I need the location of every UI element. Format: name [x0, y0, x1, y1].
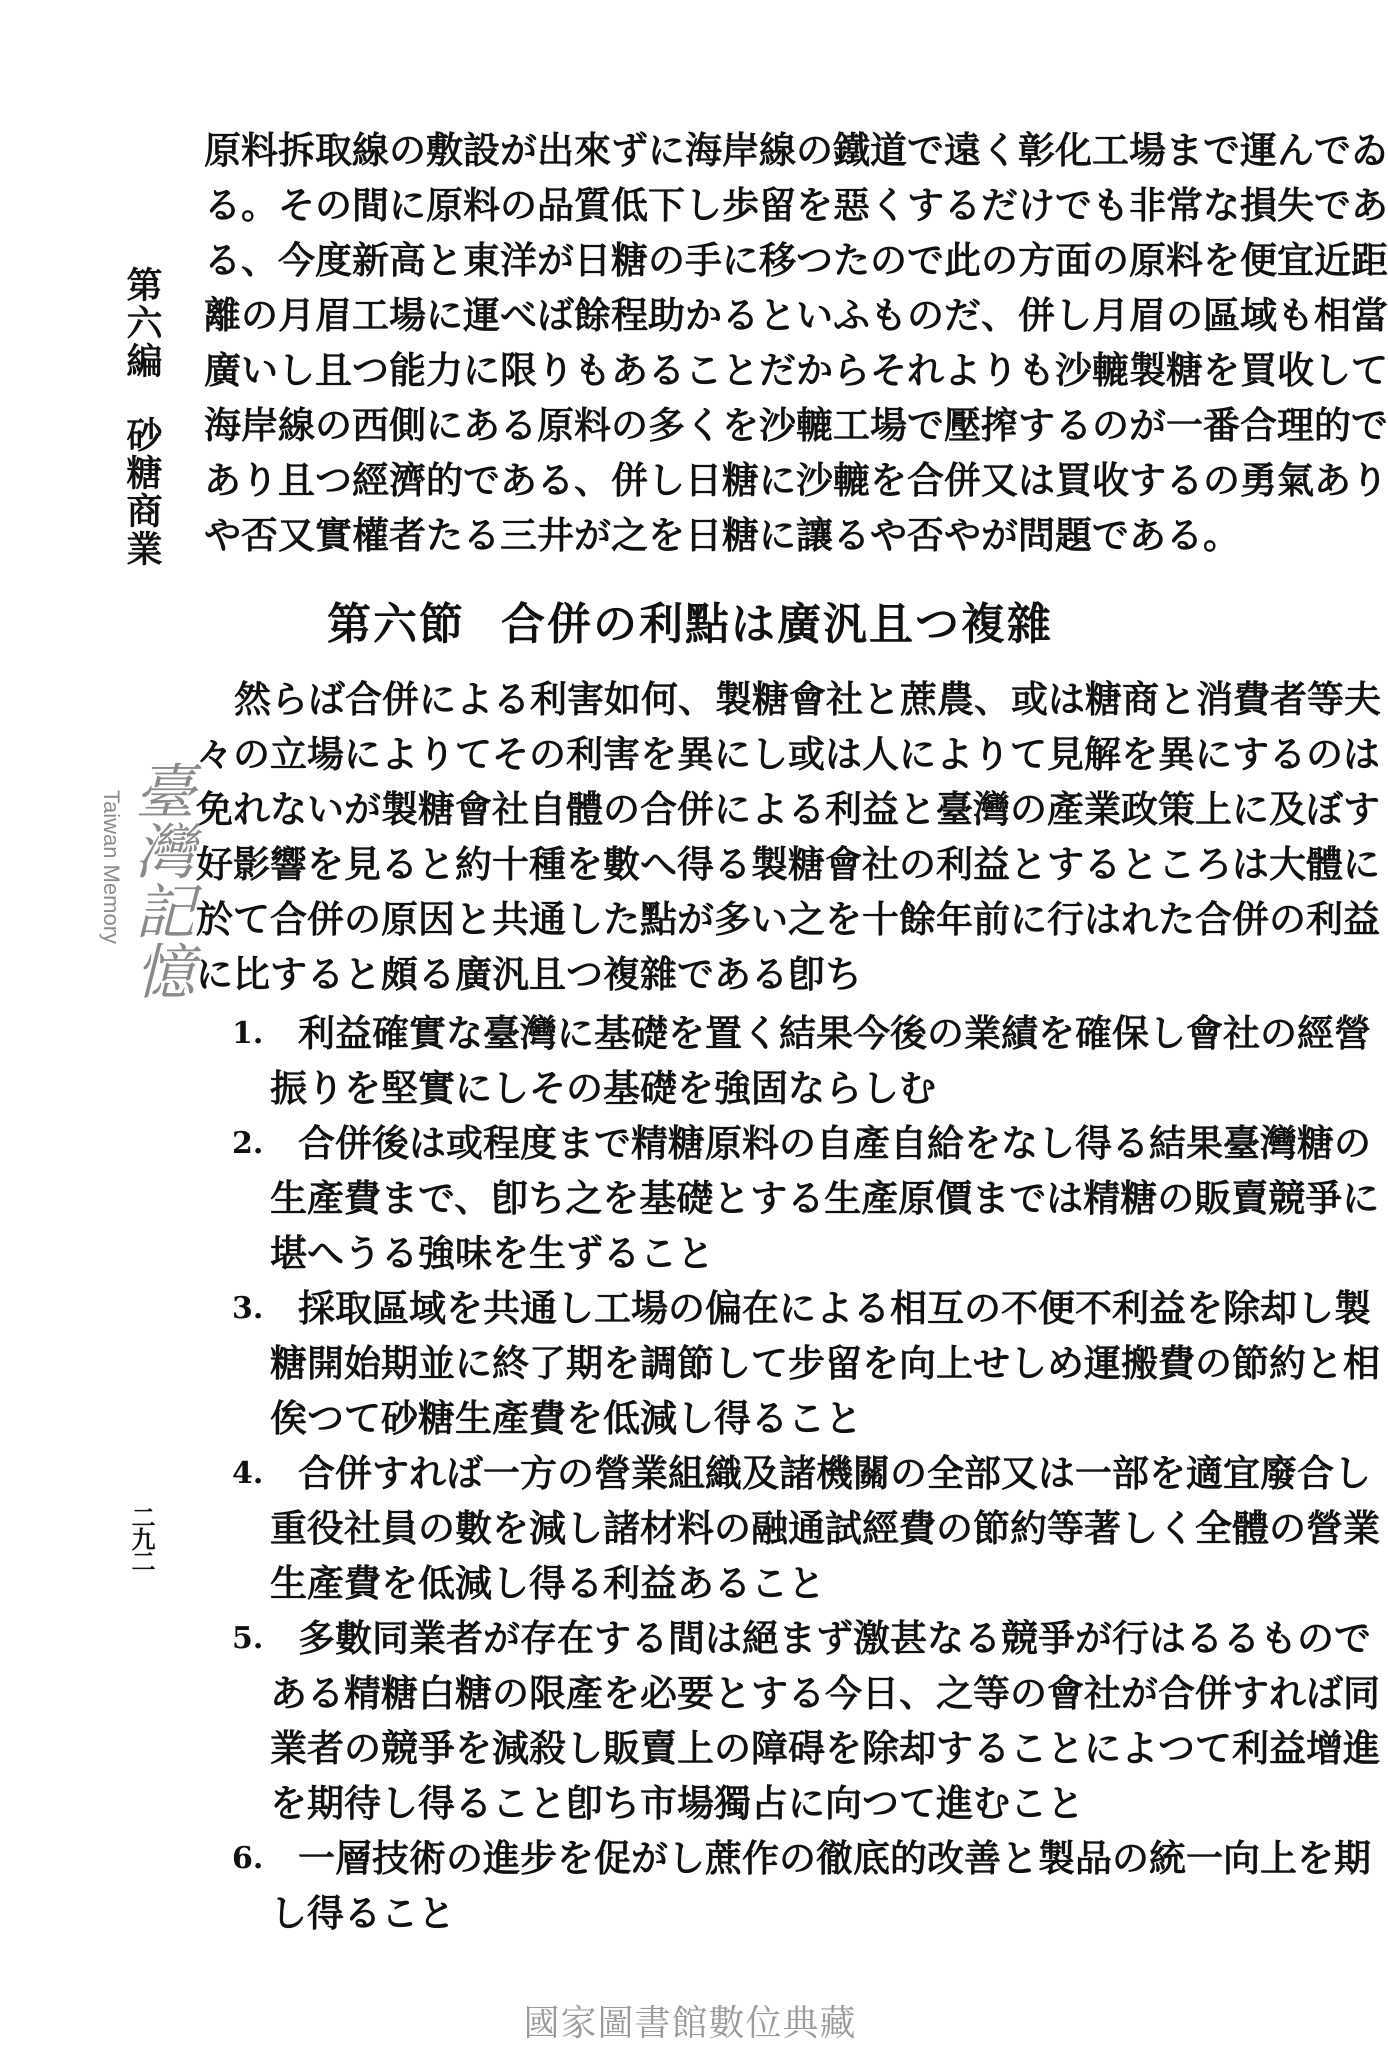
text-line: 海岸線の西側にある原料の多くを沙轆工場で壓搾するのが一番合理的で — [204, 403, 1388, 447]
text-line: や否又實權者たる三井が之を日糖に讓るや否やが問題である。 — [204, 513, 1240, 557]
list-number: 3. — [232, 1291, 264, 1326]
text-line: 糖開始期並に終了期を調節して步留を向上せしめ運搬費の節約と相 — [270, 1341, 1380, 1385]
paragraph-1 — [0, 123, 1388, 563]
watermark-cjk: 臺灣記憶 — [125, 760, 195, 1000]
text-line: る、今度新高と東洋が日糖の手に移つたので此の方面の原料を便宜近距 — [204, 238, 1388, 282]
text-line: る。その間に原料の品質低下し歩留を惡くするだけでも非常な損失であ — [204, 183, 1388, 227]
text-line: 重役社員の數を減し諸材料の融通試經費の節約等著しく全體の營業 — [270, 1506, 1380, 1550]
text-line: し得ること — [270, 1891, 455, 1935]
list-item — [0, 1116, 1380, 1281]
footer-credit: 國家圖書館數位典藏 — [523, 2003, 857, 2044]
text-line: 採取區域を共通し工場の偏在による相互の不便不利益を除却し製 — [298, 1286, 1371, 1330]
text-line: 一層技術の進步を促がし蔗作の徹底的改善と製品の統一向上を期 — [298, 1836, 1371, 1880]
section-number: 第六節 — [327, 599, 465, 650]
text-line: 好影響を見ると約十種を數へ得る製糖會社の利益とするところは大體に — [196, 842, 1380, 886]
text-line: 免れないが製糖會社自體の合併による利益と臺灣の產業政策上に及ぼす — [196, 787, 1380, 831]
page-number: 二九二 — [127, 1505, 156, 1571]
text-line: 業者の競爭を減殺し販賣上の障碍を除却することによつて利益增進 — [270, 1726, 1380, 1770]
list-number: 4. — [232, 1456, 264, 1491]
list-item — [0, 1281, 1380, 1446]
part-label: 第六編 — [121, 266, 163, 380]
text-line: 生產費まで、卽ち之を基礎とする生產原價までは精糖の販賣競爭に — [270, 1176, 1380, 1220]
text-line: に比すると頗る廣汎且つ複雜である卽ち — [196, 952, 862, 996]
text-line: 々の立場によりてその利害を異にし或は人によりて見解を異にするのは — [196, 732, 1380, 776]
text-line: 合併後は或程度まで精糖原料の自產自給をなし得る結果臺灣糖の — [298, 1121, 1371, 1165]
section-heading — [0, 588, 1380, 652]
text-line: ある精糖白糖の限產を必要とする今日、之等の會社が合併すれば同 — [270, 1671, 1380, 1715]
list-item — [0, 1006, 1380, 1116]
text-line: 合併すれば一方の營業組織及諸機關の全部又は一部を適宜廢合し — [298, 1451, 1371, 1495]
text-line: 多數同業者が存在する間は絕まず激甚なる競爭が行はるるもので — [298, 1616, 1371, 1660]
text-line: 堪へうる強味を生ずること — [270, 1231, 714, 1275]
list-number: 1. — [232, 1016, 264, 1051]
subject-label: 砂糖商業 — [121, 416, 163, 568]
text-line: 振りを堅實にしその基礎を強固ならしむ — [270, 1066, 936, 1110]
text-line: 俟つて砂糖生產費を低減し得ること — [270, 1396, 862, 1440]
numbered-list — [0, 1006, 1380, 1941]
list-number: 6. — [232, 1841, 264, 1876]
list-item — [0, 1831, 1380, 1941]
list-item — [0, 1611, 1380, 1831]
list-item — [0, 1446, 1380, 1611]
text-line: 利益確實な臺灣に基礎を置く結果今後の業績を確保し會社の經營 — [298, 1011, 1371, 1055]
text-line: あり且つ經濟的である、併し日糖に沙轆を合併又は買收するの勇氣あり — [204, 458, 1388, 502]
list-number: 5. — [232, 1621, 264, 1656]
section-title: 合併の利點は廣汎且つ複雜 — [501, 599, 1053, 650]
text-line: 然らば合併による利害如何、製糖會社と蔗農、或は糖商と消費者等夫 — [234, 677, 1381, 721]
text-line: 原料拆取線の敷設が出來ずに海岸線の鐵道で遠く彰化工場まで運んでゐ — [204, 128, 1388, 172]
text-line: 離の月眉工場に運べば餘程助かるといふものだ、併し月眉の區域も相當 — [204, 293, 1388, 337]
text-line: 生產費を低減し得る利益あること — [270, 1561, 825, 1605]
watermark-en: Taiwan Memory — [99, 790, 124, 945]
text-line: を期待し得ること卽ち市場獨占に向つて進むこと — [270, 1781, 1084, 1825]
paragraph-2 — [0, 672, 1380, 1002]
text-line: 於て合併の原因と共通した點が多い之を十餘年前に行はれた合併の利益 — [196, 897, 1380, 941]
text-line: 廣いし且つ能力に限りもあることだからそれよりも沙轆製糖を買收して — [204, 348, 1388, 392]
list-number: 2. — [232, 1126, 264, 1161]
